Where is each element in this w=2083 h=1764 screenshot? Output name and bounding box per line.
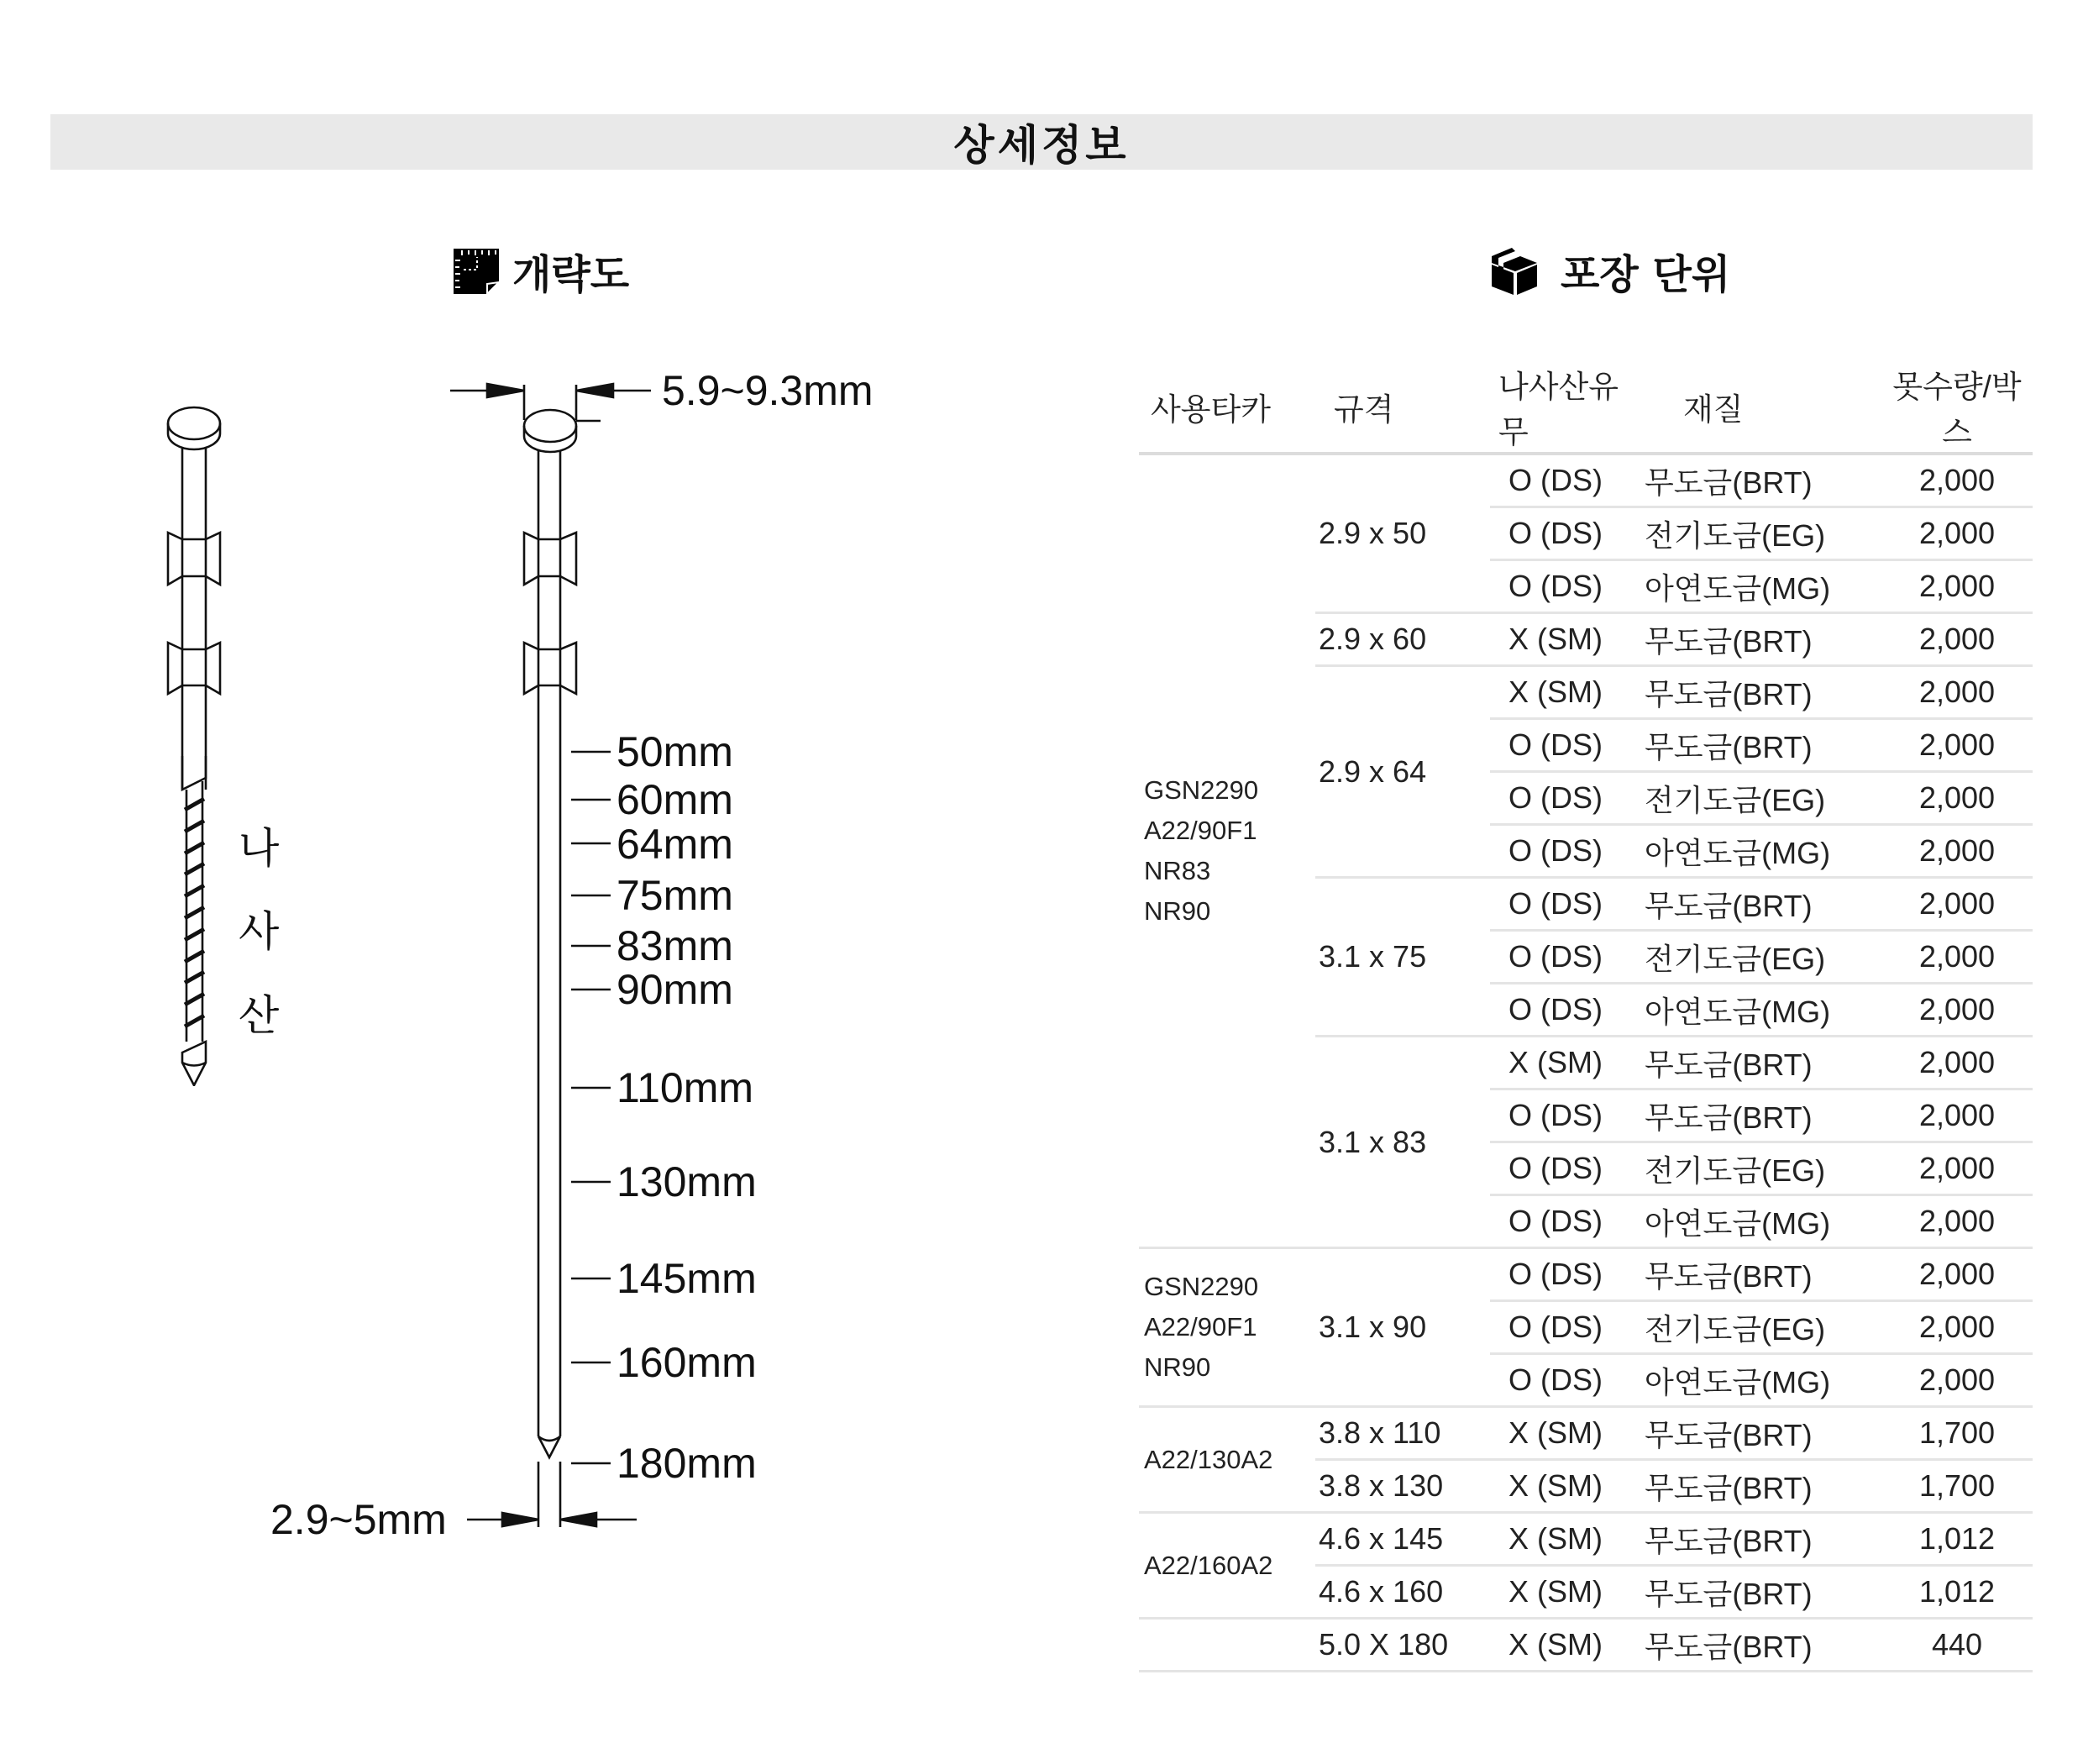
qty-cell: 1,700: [1881, 1407, 2033, 1460]
section-title-packaging: [1490, 244, 1730, 297]
tacker-cell: [1139, 1248, 1315, 1407]
length-label: 83mm: [617, 922, 733, 969]
qty-cell: 1,700: [1881, 1460, 2033, 1513]
tacker-name: A22/130A2: [1144, 1444, 1273, 1474]
tacker-name: NR90: [1144, 896, 1211, 926]
material-cell: 무도금(BRT): [1641, 1513, 1881, 1566]
thread-cell: O (DS): [1490, 825, 1641, 878]
thread-cell: O (DS): [1490, 1301, 1641, 1354]
box-icon: [1490, 246, 1539, 295]
material-cell: 무도금(BRT): [1641, 878, 1881, 931]
spec-cell: 2.9 x 64: [1315, 666, 1490, 878]
table-row: [1139, 1248, 2033, 1301]
material-cell: 무도금(BRT): [1641, 613, 1881, 666]
length-label: 90mm: [617, 966, 733, 1013]
material-cell: 무도금(BRT): [1641, 1089, 1881, 1142]
length-label: 160mm: [617, 1339, 757, 1386]
tacker-cell: [1139, 1619, 1315, 1672]
qty-cell: 440: [1881, 1619, 2033, 1672]
qty-cell: 2,000: [1881, 507, 2033, 560]
qty-cell: 2,000: [1881, 613, 2033, 666]
tacker-name: A22/160A2: [1144, 1550, 1273, 1580]
qty-cell: 2,000: [1881, 719, 2033, 772]
thread-cell: X (SM): [1490, 1619, 1641, 1672]
spec-cell: 2.9 x 50: [1315, 454, 1490, 613]
material-cell: 아연도금(MG): [1641, 1195, 1881, 1248]
length-label: 145mm: [617, 1255, 757, 1302]
thread-label-char: 나: [239, 824, 280, 873]
qty-cell: 2,000: [1881, 1037, 2033, 1089]
column-header-spec: 규격: [1315, 361, 1490, 454]
thread-cell: X (SM): [1490, 1407, 1641, 1460]
material-cell: 무도금(BRT): [1641, 719, 1881, 772]
qty-cell: 1,012: [1881, 1566, 2033, 1619]
material-cell: 전기도금(EG): [1641, 507, 1881, 560]
material-cell: 무도금(BRT): [1641, 1037, 1881, 1089]
tacker-name: A22/90F1: [1144, 1312, 1257, 1341]
qty-cell: 1,012: [1881, 1513, 2033, 1566]
qty-cell: 2,000: [1881, 1142, 2033, 1195]
spec-cell: 3.1 x 90: [1315, 1248, 1490, 1407]
material-cell: 아연도금(MG): [1641, 825, 1881, 878]
tacker-cell: [1139, 454, 1315, 1248]
thread-cell: O (DS): [1490, 1354, 1641, 1407]
material-cell: 전기도금(EG): [1641, 931, 1881, 984]
thread-cell: X (SM): [1490, 1460, 1641, 1513]
length-label: 110mm: [617, 1064, 754, 1111]
table-header-row: [1139, 361, 2033, 454]
material-cell: 무도금(BRT): [1641, 1566, 1881, 1619]
length-label: 130mm: [617, 1158, 757, 1205]
thread-cell: O (DS): [1490, 1248, 1641, 1301]
tacker-name: GSN2290: [1144, 775, 1259, 805]
spec-cell: 3.8 x 110: [1315, 1407, 1490, 1460]
thread-cell: O (DS): [1490, 719, 1641, 772]
material-cell: 전기도금(EG): [1641, 1142, 1881, 1195]
spec-cell: 2.9 x 60: [1315, 613, 1490, 666]
material-cell: 무도금(BRT): [1641, 1407, 1881, 1460]
thread-label-char: 사: [239, 907, 280, 956]
section-title-packaging-label: 포장 단위: [1561, 250, 1731, 298]
thread-label-char: 산: [239, 991, 280, 1040]
thread-cell: O (DS): [1490, 931, 1641, 984]
thread-cell: X (SM): [1490, 613, 1641, 666]
spec-cell: 5.0 X 180: [1315, 1619, 1490, 1672]
length-label: 50mm: [617, 728, 733, 775]
qty-cell: 2,000: [1881, 878, 2033, 931]
material-cell: 아연도금(MG): [1641, 1354, 1881, 1407]
thread-cell: O (DS): [1490, 772, 1641, 825]
qty-cell: 2,000: [1881, 1248, 2033, 1301]
qty-cell: 2,000: [1881, 560, 2033, 613]
spec-cell: 3.8 x 130: [1315, 1460, 1490, 1513]
spec-cell: 3.1 x 83: [1315, 1037, 1490, 1248]
tacker-name: GSN2290: [1144, 1272, 1259, 1301]
material-cell: 아연도금(MG): [1641, 984, 1881, 1037]
column-header-material: 재질: [1641, 361, 1881, 454]
table-row: [1139, 1619, 2033, 1672]
table-row: [1139, 1513, 2033, 1566]
thread-cell: X (SM): [1490, 1513, 1641, 1566]
thread-cell: O (DS): [1490, 1142, 1641, 1195]
thread-cell: O (DS): [1490, 1089, 1641, 1142]
qty-cell: 2,000: [1881, 772, 2033, 825]
qty-cell: 2,000: [1881, 984, 2033, 1037]
qty-cell: 2,000: [1881, 1089, 2033, 1142]
qty-cell: 2,000: [1881, 1301, 2033, 1354]
length-label: 60mm: [617, 776, 733, 823]
qty-cell: 2,000: [1881, 931, 2033, 984]
length-label: 64mm: [617, 821, 733, 868]
section-title-diagram-label: 개략도: [512, 250, 630, 298]
material-cell: 무도금(BRT): [1641, 454, 1881, 507]
thread-cell: O (DS): [1490, 878, 1641, 931]
material-cell: 전기도금(EG): [1641, 772, 1881, 825]
qty-cell: 2,000: [1881, 454, 2033, 507]
material-cell: 전기도금(EG): [1641, 1301, 1881, 1354]
spec-cell: 3.1 x 75: [1315, 878, 1490, 1037]
spec-cell: 4.6 x 145: [1315, 1513, 1490, 1566]
head-diameter-label: 5.9~9.3mm: [662, 367, 874, 414]
thread-cell: X (SM): [1490, 1566, 1641, 1619]
shank-diameter-label: 2.9~5mm: [270, 1496, 447, 1543]
thread-cell: O (DS): [1490, 454, 1641, 507]
qty-cell: 2,000: [1881, 1354, 2033, 1407]
qty-cell: 2,000: [1881, 666, 2033, 719]
length-label: 75mm: [617, 872, 733, 919]
tacker-cell: [1139, 1513, 1315, 1619]
tacker-name: NR83: [1144, 856, 1211, 885]
thread-cell: X (SM): [1490, 666, 1641, 719]
qty-cell: 2,000: [1881, 1195, 2033, 1248]
column-header-qty: 못수량/박스: [1881, 361, 2033, 454]
packaging-table: [1139, 361, 2033, 1672]
table-row: [1139, 454, 2033, 507]
length-label: 180mm: [617, 1440, 757, 1487]
page-title: 상세정보: [953, 121, 1130, 170]
thread-cell: O (DS): [1490, 560, 1641, 613]
tacker-cell: [1139, 1407, 1315, 1513]
tacker-name: A22/90F1: [1144, 816, 1257, 845]
material-cell: 무도금(BRT): [1641, 1460, 1881, 1513]
thread-cell: X (SM): [1490, 1037, 1641, 1089]
material-cell: 무도금(BRT): [1641, 1248, 1881, 1301]
qty-cell: 2,000: [1881, 825, 2033, 878]
thread-cell: O (DS): [1490, 984, 1641, 1037]
column-header-thread: 나사산유무: [1490, 361, 1641, 454]
thread-cell: O (DS): [1490, 507, 1641, 560]
material-cell: 무도금(BRT): [1641, 666, 1881, 719]
material-cell: 아연도금(MG): [1641, 560, 1881, 613]
thread-cell: O (DS): [1490, 1195, 1641, 1248]
table-row: [1139, 1407, 2033, 1460]
spec-cell: 4.6 x 160: [1315, 1566, 1490, 1619]
tacker-name: NR90: [1144, 1352, 1211, 1382]
column-header-tacker: 사용타카: [1139, 361, 1315, 454]
material-cell: 무도금(BRT): [1641, 1619, 1881, 1672]
